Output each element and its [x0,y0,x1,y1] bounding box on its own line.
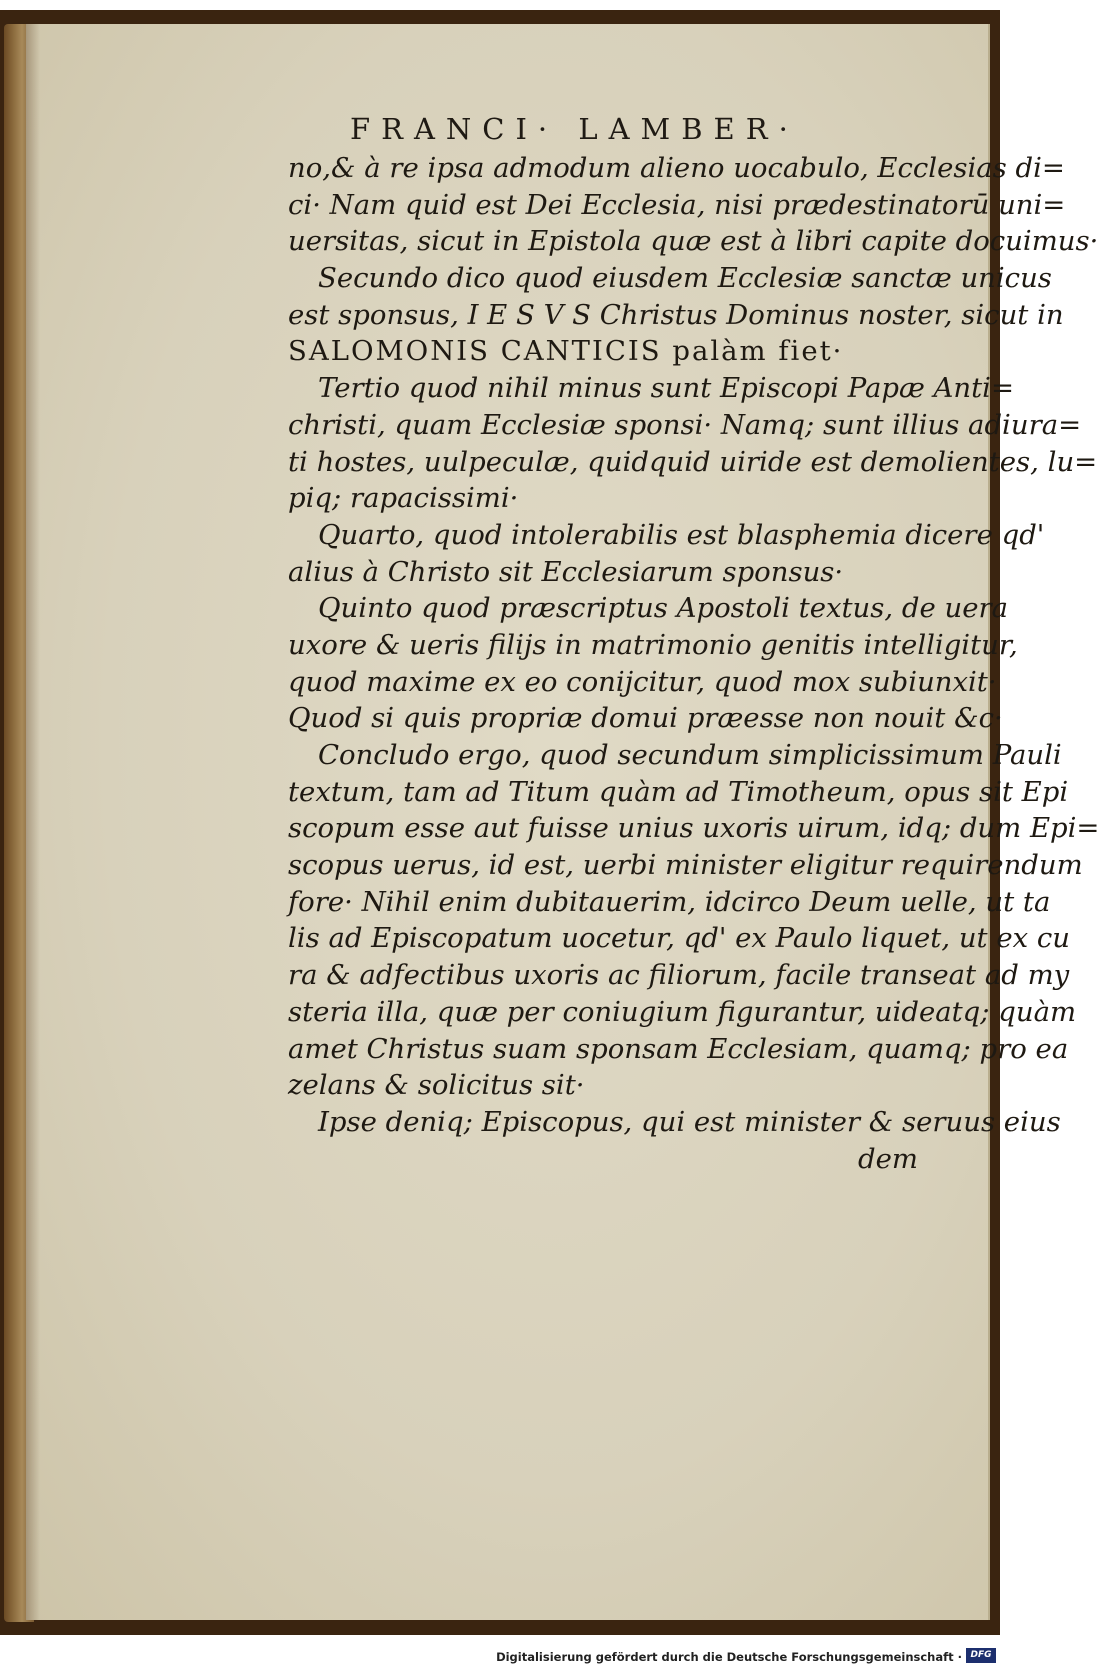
text-line: Ipse deniq; Episcopus, qui est minister & seruus eius [318,1105,1061,1138]
catchword: dem [858,1142,918,1175]
text-line: steria illa, quæ per coniugium figurantur, uideatq; quàm [288,995,1077,1028]
funding-credit: Digitalisierung gefördert durch die Deutsche Forschungsgemeinschaft · [496,1650,962,1664]
text-line: Quarto, quod intolerabilis est blasphemia dicere qd' [318,518,1045,551]
text-line: Quod si quis propriæ domui præesse non nouit &c· [288,702,1003,735]
text-line: quod maxime ex eo conijcitur, quod mox subiunxit· [288,665,997,698]
text-line: Secundo dico quod eiusdem Ecclesiæ sanctæ unicus [318,262,1052,295]
text-line: christi, quam Ecclesiæ sponsi· Namq; sunt illius adiura= [288,408,1082,441]
text-line: no,& à re ipsa admodum alieno uocabulo, Ecclesias di= [288,152,1065,184]
text-line: uersitas, sicut in Epistola quæ est à libri capite docuimus· [288,225,1099,258]
text-line: ra & adfectibus uxoris ac filiorum, facile transeat ad my [288,959,1070,992]
text-line: fore· Nihil enim dubitauerim, idcirco Deum uelle, ut ta [288,885,1051,918]
text-line: uxore & ueris filijs in matrimonio genitis intelligitur, [288,628,1018,661]
text-line: Quinto quod præscriptus Apostoli textus, de uera [318,592,1009,625]
text-line: piq; rapacissimi· [288,482,519,515]
dfg-logo-icon: DFG [966,1648,996,1663]
text-line: Concludo ergo, quod secundum simplicissimum Pauli [318,739,1062,771]
text-line: ti hostes, uulpeculæ, quidquid uiride est demolientes, lu= [288,445,1098,478]
text-line: amet Christus suam sponsam Ecclesiam, quamq; pro ea [288,1032,1069,1065]
text-line: scopum esse aut fuisse unius uxoris uirum, idq; dum Epi= [288,812,1099,845]
text-line: lis ad Episcopatum uocetur, qd' ex Paulo liquet, ut ex cu [288,922,1070,955]
text-line: textum, tam ad Titum quàm ad Timotheum, opus sit Epi [288,775,1069,808]
gutter-shadow [26,24,40,1620]
text-line: scopus uerus, id est, uerbi minister eligitur requirendum [288,849,1083,882]
text-line: SALOMONIS CANTICIS palàm fiet· [288,335,844,368]
running-head: FRANCI· LAMBER· [350,112,799,146]
text-line: zelans & solicitus sit· [288,1069,585,1102]
text-line: est sponsus, I E S V S Christus Dominus noster, sicut in [288,298,1064,331]
body-text [288,150,1099,1177]
text-line: ci· Nam quid est Dei Ecclesia, nisi prædestinatorū uni= [288,188,1066,221]
text-line: Tertio quod nihil minus sunt Episcopi Papæ Anti= [318,372,1015,405]
text-line: alius à Christo sit Ecclesiarum sponsus· [288,555,844,588]
